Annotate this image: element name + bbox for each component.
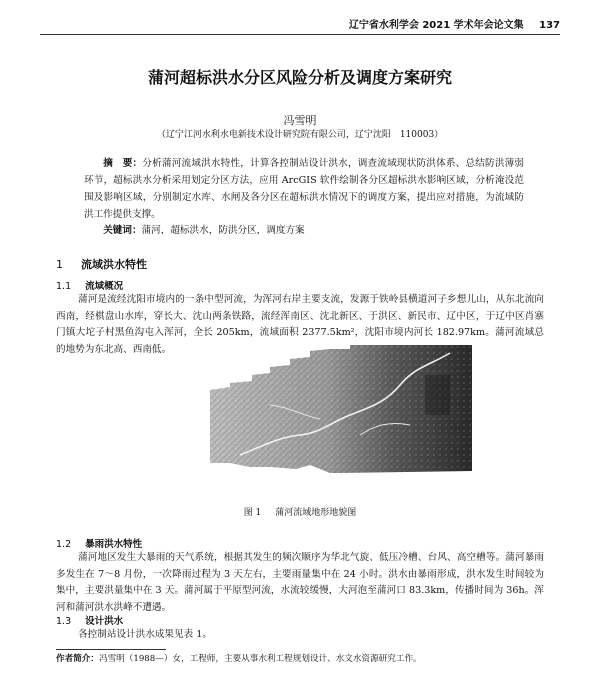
highland-area (425, 375, 450, 415)
section-title: 流域概况 (85, 281, 124, 292)
page-number: 137 (539, 20, 560, 31)
keywords-label: 关键词： (103, 225, 142, 236)
running-title: 辽宁省水利学会 2021 学术年会论文集 (348, 20, 524, 31)
author-affiliation: （辽宁江河水利水电新技术设计研究院有限公司，辽宁沈阳 110003） (156, 130, 444, 140)
abstract-text: 分析蒲河流域洪水特性，计算各控制站设计洪水，调查流域现状防洪体系、总结防洪薄弱环节，超标洪水分析采用划定分区方法，应用 ArcGIS 软件绘制各分区超标洪水影响区域，分析淹没范围及影响区域，分别制定水库、水闸及各分区在超标洪水情况下的调度方案，提出应对措施，为流域防洪工作提供支撑。 (84, 158, 525, 220)
keywords (84, 222, 524, 239)
section-title: 流域洪水特性 (81, 258, 147, 271)
footnote-divider (56, 649, 166, 650)
abstract (84, 155, 524, 223)
terrain-map-figure (210, 345, 472, 480)
abstract-label: 摘 要： (103, 158, 143, 169)
section-number: 1.1 (56, 281, 72, 292)
section-heading-1-3 (56, 613, 123, 627)
section-number: 1.2 (56, 539, 72, 550)
section-heading-1-2 (56, 536, 142, 550)
author-name: 冯雪明 (283, 114, 317, 127)
section-title: 设计洪水 (85, 616, 124, 627)
section-1-1-paragraph: 蒲河是流经沈阳市境内的一条中型河流，为浑河右岸主要支流，发源于铁岭县横道河子乡想儿山，从东北流向西南，经棋盘山水库，穿长大、沈山两条铁路，流经浑南区、沈北新区、于洪区、新民市、辽中区，于辽中区肖寨门镇大坨子村黑鱼沟屯入浑河，全长 205km，流域面积 2377.5km²，沈阳市境内河长 182.97km。蒲河流域总的地势为东北高、西南低。 (56, 294, 544, 355)
author-footnote (56, 652, 422, 664)
figure-caption (0, 505, 600, 518)
terrain-map-image (210, 345, 472, 480)
keywords-text: 蒲河，超标洪水，防洪分区，调度方案 (141, 225, 305, 236)
footnote-label: 作者简介： (56, 654, 99, 664)
section-1-2-paragraph: 蒲河地区发生大暴雨的天气系统，根据其发生的频次顺序为华北气旋、低压冷槽、台风、高空槽等。蒲河暴雨多发生在 7～8 月份，一次降雨过程为 3 天左右，主要雨量集中在 24 小时。洪水由暴雨形成，洪水发生时间较为集中，主要洪量集中在 3 天。蒲河属于平原型河流，水流较缓慢，大河泡至蒲河口 83.3km，传播时间为 36h。浑河和蒲河洪水洪峰不遭遇。 (56, 552, 544, 613)
section-heading-1 (56, 256, 147, 272)
section-1-3-paragraph: 各控制站设计洪水成果见表 1。 (78, 629, 212, 640)
section-number: 1.3 (56, 616, 72, 627)
section-number: 1 (56, 258, 63, 271)
footnote-text: 冯雪明（1988—）女，工程师，主要从事水利工程规划设计、水文水资源研究工作。 (98, 654, 422, 664)
figure-caption-text: 蒲河流域地形地貌图 (275, 508, 357, 518)
paper-title: 蒲河超标洪水分区风险分析及调度方案研究 (147, 68, 452, 87)
section-heading-1-1 (56, 278, 123, 292)
figure-label: 图 1 (243, 508, 262, 518)
section-title: 暴雨洪水特性 (85, 539, 143, 550)
running-header (40, 10, 560, 35)
